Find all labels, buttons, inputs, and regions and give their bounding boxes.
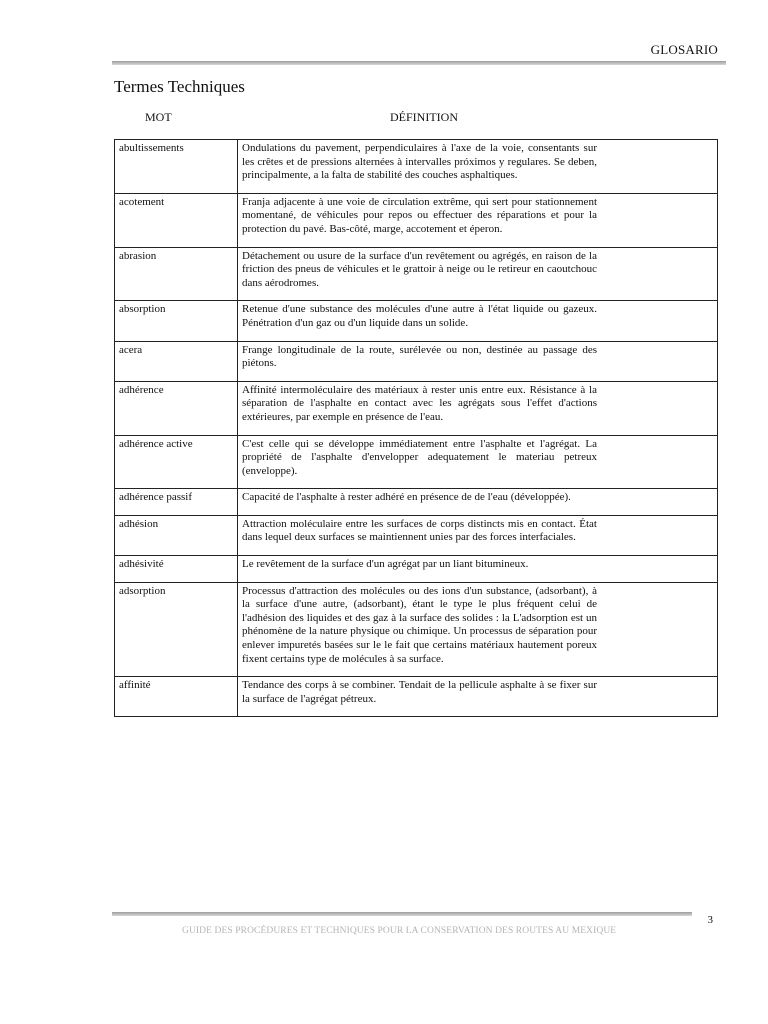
table-row [115,193,718,247]
glossary-definition: Capacité de l'asphalte à rester adhéré en présence de de l'eau (développée). [238,489,718,516]
footer-rule [112,912,692,916]
glossary-term: acotement [115,193,238,247]
glossary-term: adhérence active [115,435,238,489]
section-title: Termes Techniques [114,77,245,96]
column-header-mot: MOT [145,110,172,124]
table-row [115,515,718,555]
footer-text: GUIDE DES PROCÉDURES ET TECHNIQUES POUR LA CONSERVATION DES ROUTES AU MEXIQUE [182,926,617,936]
header-title: GLOSARIO [650,42,718,57]
glossary-definition: C'est celle qui se développe immédiatement entre l'asphalte et l'agrégat. La propriété de l'asphalte d'envelopper adequatement le materiau petreux (enveloppe). [238,435,718,489]
table-row [115,341,718,381]
glossary-definition: Attraction moléculaire entre les surfaces de corps distincts mis en contact. État dans lequel deux surfaces se maintiennent unies par des forces interfaciales. [238,515,718,555]
table-row [115,677,718,717]
table-row [115,140,718,194]
glossary-term: absorption [115,301,238,341]
table-row [115,435,718,489]
glossary-term: adhésion [115,515,238,555]
glossary-term: acera [115,341,238,381]
glossary-definition: Retenue d'une substance des molécules d'une autre à l'état liquide ou gazeux. Pénétration d'un gaz ou d'un liquide dans un solide. [238,301,718,341]
table-row [115,381,718,435]
glossary-definition: Affinité intermoléculaire des matériaux à rester unis entre eux. Résistance à la séparation de l'asphalte en contact avec les agrégats sous l'effet d'actions extérieures, par exemple en présence de l'eau. [238,381,718,435]
glossary-term: adsorption [115,582,238,677]
glossary-definition: Ondulations du pavement, perpendiculaires à l'axe de la voie, consentants sur les crêtes et de pressions alternées à intervalles próximos y regulares. Se deben, principalmente, a la falta de stabilité des couches asphaltiques. [238,140,718,194]
table-row [115,489,718,516]
glossary-definition: Le revêtement de la surface d'un agrégat par un liant bitumineux. [238,556,718,583]
table-row [115,556,718,583]
glossary-term: affinité [115,677,238,717]
page-number: 3 [707,914,713,926]
glossary-definition: Détachement ou usure de la surface d'un revêtement ou agrégés, en raison de la friction des pneus de véhicules et le grattoir à neige ou le retireur en caoutchouc dans aérodromes. [238,247,718,301]
glossary-table-body [115,140,718,717]
glossary-term: adhérence [115,381,238,435]
table-row [115,582,718,677]
glossary-definition: Franja adjacente à une voie de circulation extrême, qui sert pour stationnement momentané, de véhicules pour repos ou effectuer des réparations et pour la protection du pavé. Bas-côté, marge, accotement et éperon. [238,193,718,247]
header-rule [112,61,726,65]
column-header-definition: DÉFINITION [390,110,458,124]
glossary-term: abultissements [115,140,238,194]
glossary-table [114,139,718,717]
glossary-definition: Frange longitudinale de la route, surélevée ou non, destinée au passage des piétons. [238,341,718,381]
glossary-term: abrasion [115,247,238,301]
glossary-definition: Processus d'attraction des molécules ou des ions d'un substance, (adsorbant), à la surface d'une autre, (adsorbant), étant le type le plus fréquent celui de l'adhésion des liquides et des gaz à la surface des solides : la L'adsorption est un phénomène de la nature physique ou chimique. Un processus de séparation pour enlever impuretés basées sur le le fait que certains matériaux hautement poreux fixent certains type de molécules à sa surface. [238,582,718,677]
glossary-term: adhésivité [115,556,238,583]
table-row [115,301,718,341]
table-row [115,247,718,301]
glossary-definition: Tendance des corps à se combiner. Tendait de la pellicule asphalte à se fixer sur la surface de l'agrégat pétreux. [238,677,718,717]
glossary-term: adhérence passif [115,489,238,516]
